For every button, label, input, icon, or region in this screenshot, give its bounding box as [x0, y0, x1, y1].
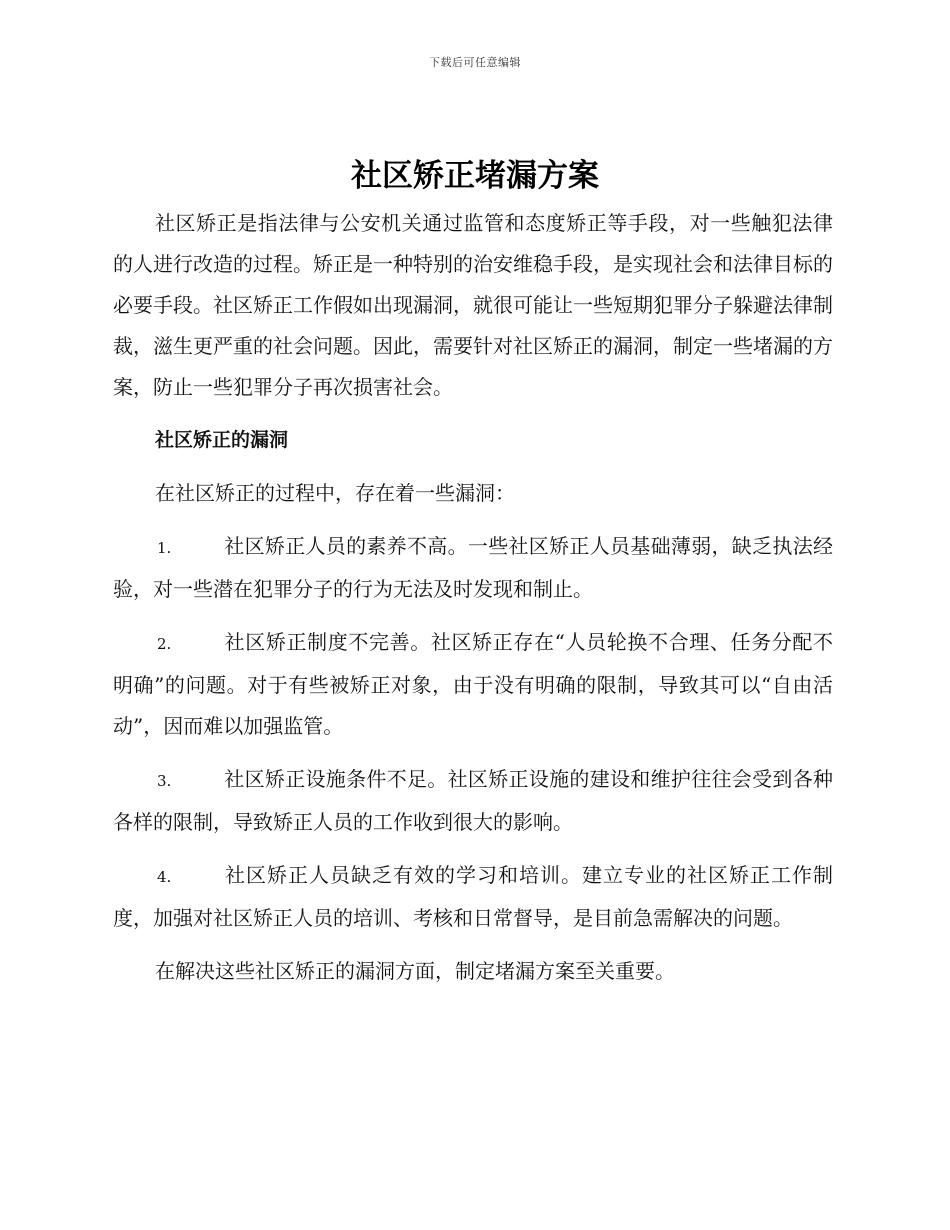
list-item — [113, 855, 833, 939]
intro-paragraph: 社区矫正是指法律与公安机关通过监管和态度矫正等手段，对一些触犯法律的人进行改造的过程。矫正是一种特别的治安维稳手段，是实现社会和法律目标的必要手段。社区矫正工作假如出现漏洞，就很可能让一些短期犯罪分子躲避法律制裁，滋生更严重的社会问题。因此，需要针对社区矫正的漏洞，制定一些堵漏的方案，防止一些犯罪分子再次损害社会。 — [113, 211, 833, 399]
list-item-number: 1. — [157, 539, 172, 557]
list-item — [113, 526, 833, 610]
list-item-number: 3. — [157, 772, 172, 790]
list-item-number: 4. — [157, 868, 172, 886]
header-note: 下载后可任意编辑 — [429, 56, 521, 69]
page-title: 社区矫正堵漏方案 — [351, 158, 599, 194]
section-heading: 社区矫正的漏洞 — [155, 429, 289, 451]
list-item-text: 社区矫正制度不完善。社区矫正存在“人员轮换不合理、任务分配不明确”的问题。对于有些被矫正对象，由于没有明确的限制，导致其可以“自由活动”，因而难以加强监管。 — [113, 630, 833, 738]
closing-paragraph: 在解决这些社区矫正的漏洞方面，制定堵漏方案至关重要。 — [155, 959, 675, 983]
list-item-text: 社区矫正设施条件不足。社区矫正设施的建设和维护往往会受到各种各样的限制，导致矫正人员的工作收到很大的影响。 — [113, 767, 833, 834]
document-body — [113, 203, 833, 1004]
section-lead-paragraph: 在社区矫正的过程中，存在着一些漏洞： — [155, 481, 515, 505]
list-item-text: 社区矫正人员缺乏有效的学习和培训。建立专业的社区矫正工作制度，加强对社区矫正人员的培训、考核和日常督导，是目前急需解决的问题。 — [113, 863, 833, 930]
list-item-text: 社区矫正人员的素养不高。一些社区矫正人员基础薄弱，缺乏执法经验，对一些潜在犯罪分子的行为无法及时发现和制止。 — [113, 534, 833, 601]
list-item — [113, 622, 833, 747]
list-item-number: 2. — [157, 635, 172, 653]
list-item — [113, 759, 833, 843]
